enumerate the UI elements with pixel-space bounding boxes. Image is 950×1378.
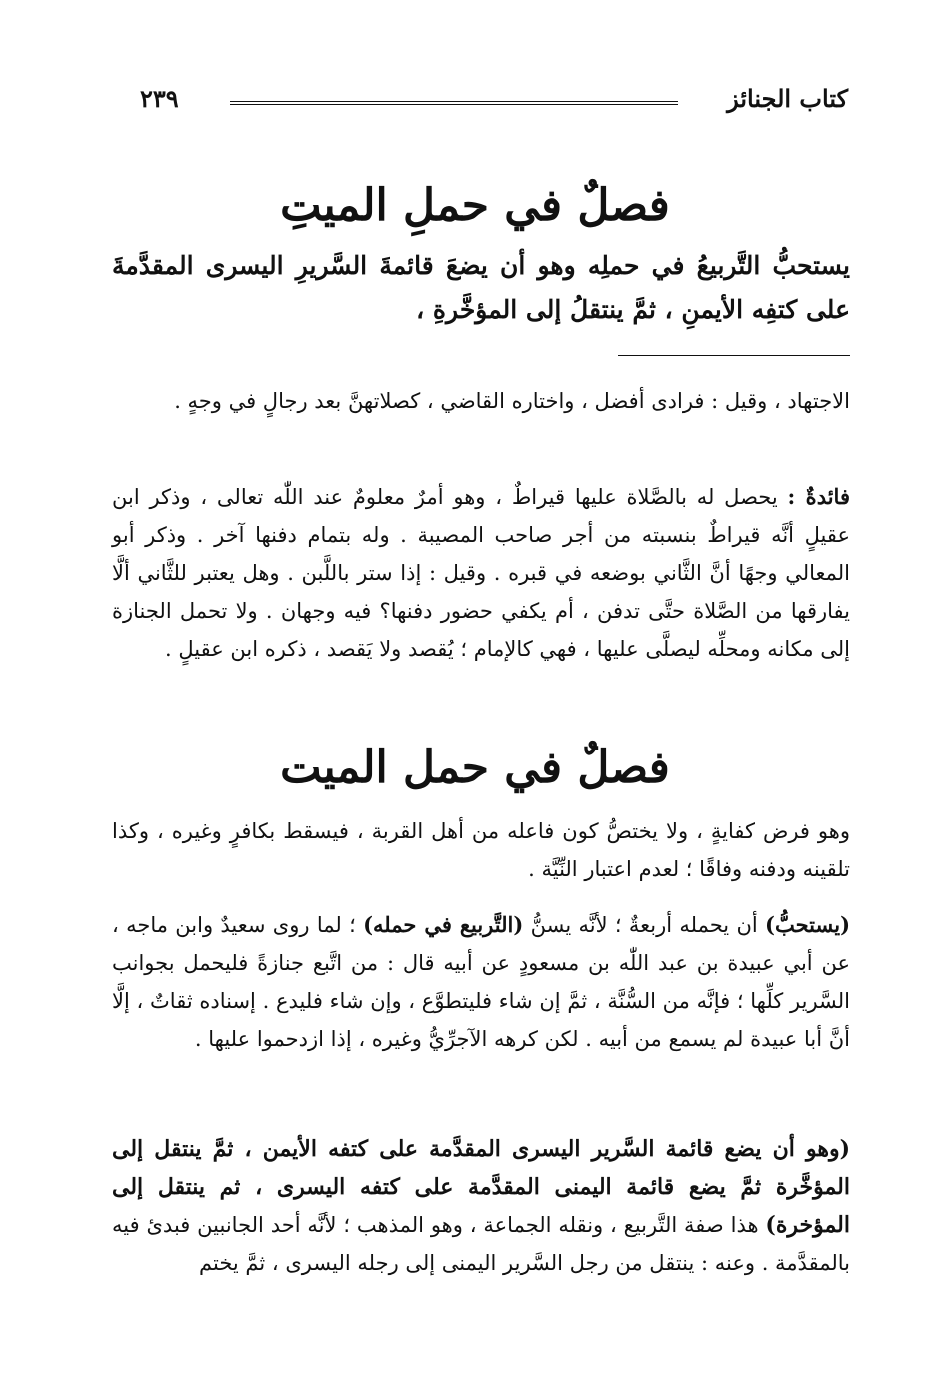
quoted-matn-3: (وهو أن يضع قائمة السَّرير اليسرى المقدَّمة على كتفه الأيمن ، ثمَّ ينتقل إلى المؤخَّرة ثمَّ يضع قائمة اليمنى المقدَّمة على كتفه اليسرى ، ثم ينتقل إلى المؤخرة) <box>112 1136 850 1238</box>
separator-rule <box>618 355 850 356</box>
para4-text-1: أن يحمله أربعةٌ ؛ لأنَّه يسنُّ <box>530 913 758 937</box>
para4-text-2: ؛ لما روى سعيدٌ وابن ماجه ، عن أبي عبيدة بن عبد اللّٰه بن مسعودٍ عن أبيه قال : من اتَّبع جنازةً فليحمل بجوانب السَّرير كلِّها ؛ فإنَّه من السُّنَّة ، ثمَّ إن شاء فليتطوَّع ، وإن شاء فليدع . إسناده ثقاتٌ ، إلَّا أنَّ أبا عبيدة لم يسمع من أبيه . لكن كرهه الآجرِّيُّ وغيره ، إذا ازدحموا عليها . <box>112 913 850 1051</box>
chapter-title-sharh: فصلٌ في حمل الميت <box>280 742 670 793</box>
fawaid-text: يحصل له بالصَّلاة عليها قيراطٌ ، وهو أمرٌ معلومٌ عند اللّٰه تعالى ، وذكر ابن عقيلٍ أنَّه قيراطٌ بنسبته من أجر صاحب المصيبة . وله بتمام دفنها آخر . وذكر أبو المعالي وجهًا أنَّ الثَّاني بوضعه في قبره . وقيل : إذا ستر باللَّبن . وهل يعتبر للثَّاني ألَّا يفارقها من الصَّلاة حتَّى تدفن ، أم يكفي حضور دفنها؟ فيه وجهان . ولا تحمل الجنازة إلى مكانه ومحلِّه ليصلَّى عليها ، فهي كالإمام ؛ يُقصد ولا يَقصد ، ذكره ابن عقيلٍ . <box>112 485 851 661</box>
commentary-paragraph-fawaid <box>112 478 850 668</box>
fawaid-label: فائدةٌ : <box>787 484 850 509</box>
matn-text: يستحبُّ التَّربيعُ في حملِه وهو أن يضعَ قائمةَ السَّريرِ اليسرى المقدَّمةَ على كتفِه الأيمنِ ، ثمَّ ينتقلُ إلى المؤخَّرةِ ، <box>112 251 850 324</box>
page-number: ٢٣٩ <box>140 84 179 113</box>
commentary-paragraph-1: الاجتهاد ، وقيل : فرادى أفضل ، واختاره القاضي ، كصلاتهنَّ بعد رجالٍ في وجهٍ . <box>174 389 850 413</box>
running-header <box>140 84 848 124</box>
commentary-paragraph-3: وهو فرض كفايةٍ ، ولا يختصُّ كون فاعله من أهل القربة ، فيسقط بكافرٍ وغيره ، وكذا تلقينه ودفنه وفاقًا ؛ لعدم اعتبار النِّيَّة . <box>112 819 850 881</box>
commentary-paragraph-5 <box>112 1130 850 1282</box>
header-rule <box>230 101 678 105</box>
para5-text: هذا صفة التَّربيع ، ونقله الجماعة ، وهو المذهب ؛ لأنَّه أحد الجانبين فبدئ فيه بالمقدَّمة . وعنه : ينتقل من رجل السَّرير اليمنى إلى رجله اليسرى ، ثمَّ يختم <box>112 1213 850 1275</box>
quoted-matn-1: (يستحبُّ) <box>765 912 851 937</box>
chapter-title-matn: فصلٌ في حملِ الميتِ <box>280 180 670 231</box>
book-title: كتاب الجنائز <box>727 84 848 113</box>
quoted-matn-2: (التَّربيع في حمله) <box>363 912 524 937</box>
commentary-paragraph-4 <box>112 906 850 1058</box>
